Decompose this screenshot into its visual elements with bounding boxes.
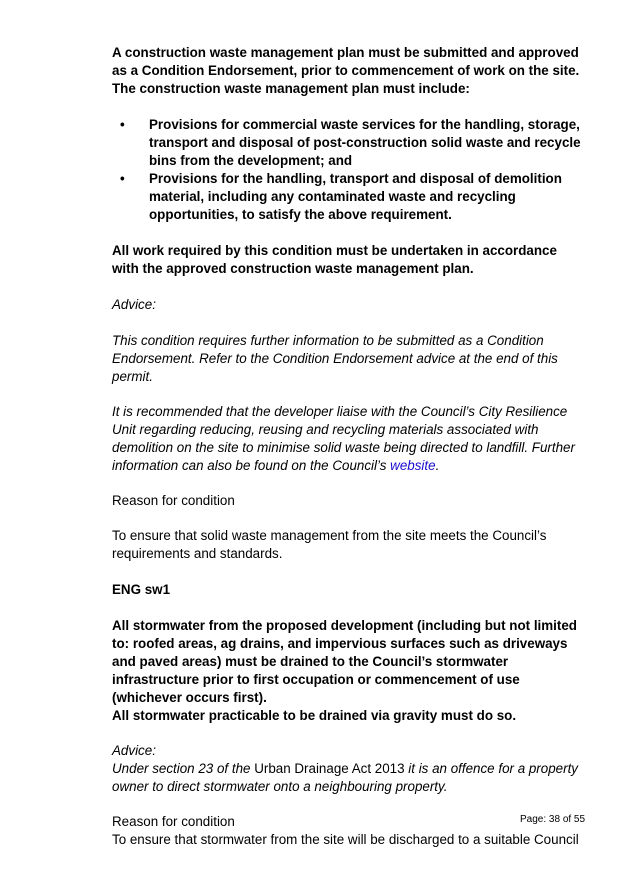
section-heading: ENG sw1 [112, 582, 171, 597]
website-link[interactable]: website [390, 458, 436, 473]
advice-paragraph-3 [112, 760, 584, 796]
advice-label-2: Advice: [112, 743, 156, 758]
advice-paragraph-2 [112, 403, 584, 475]
list-item [112, 116, 584, 170]
act-name: Urban Drainage Act 2013 [254, 761, 405, 776]
bullet-list [112, 116, 584, 224]
advice-paragraph-2-end: . [435, 458, 440, 473]
advice-3-part1: Under section 23 of the [112, 761, 255, 776]
stormwater-paragraph: All stormwater from the proposed development (including but not limited to: roofed areas, ag drains, and impervious surfaces such as driveways and paved areas) must be drained to the Council’s stormwater infrastructure prior to first occupation or commencement of use (whichever occurs first). [112, 618, 577, 705]
advice-paragraph-1: This condition requires further information to be submitted as a Condition Endorsement. Refer to the Condition Endorsement advice at the end of this permit. [112, 333, 558, 384]
reason-text: To ensure that solid waste management from the site meets the Council’s requirements and standards. [112, 528, 547, 561]
bullet-text-1: Provisions for commercial waste services for the handling, storage, transport and disposal of post-construction solid waste and recycle bins from the development; and [149, 117, 581, 168]
reason-label-2: Reason for condition [112, 814, 235, 829]
advice-paragraph-2-text: It is recommended that the developer liaise with the Council’s City Resilience Unit regarding reducing, reusing and recycling materials associated with demolition on the site to minimise solid waste being directed to landfill. Further information can also be found on the Council’s [112, 404, 575, 473]
document-page [112, 44, 584, 849]
stormwater-gravity: All stormwater practicable to be drained via gravity must do so. [112, 708, 517, 723]
intro-paragraph: A construction waste management plan must be submitted and approved as a Condition Endorsement, prior to commencement of work on the site. The construction waste management plan must include: [112, 45, 580, 96]
advice-label: Advice: [112, 297, 156, 312]
list-item [112, 170, 584, 224]
bullet-text-2: Provisions for the handling, transport and disposal of demolition material, including any contaminated waste and recycling opportunities, to satisfy the above requirement. [149, 171, 562, 222]
bullet-icon: • [120, 117, 125, 132]
advice-3-part2: it is an offence for a property owner to direct stormwater onto a neighbouring property. [112, 761, 578, 794]
page-number: Page: 38 of 55 [520, 814, 586, 825]
work-required-paragraph: All work required by this condition must be undertaken in accordance with the approved construction waste management plan. [112, 243, 557, 276]
bullet-icon: • [120, 171, 125, 186]
reason-text-2: To ensure that stormwater from the site will be discharged to a suitable Council [112, 832, 579, 847]
reason-label: Reason for condition [112, 493, 235, 508]
